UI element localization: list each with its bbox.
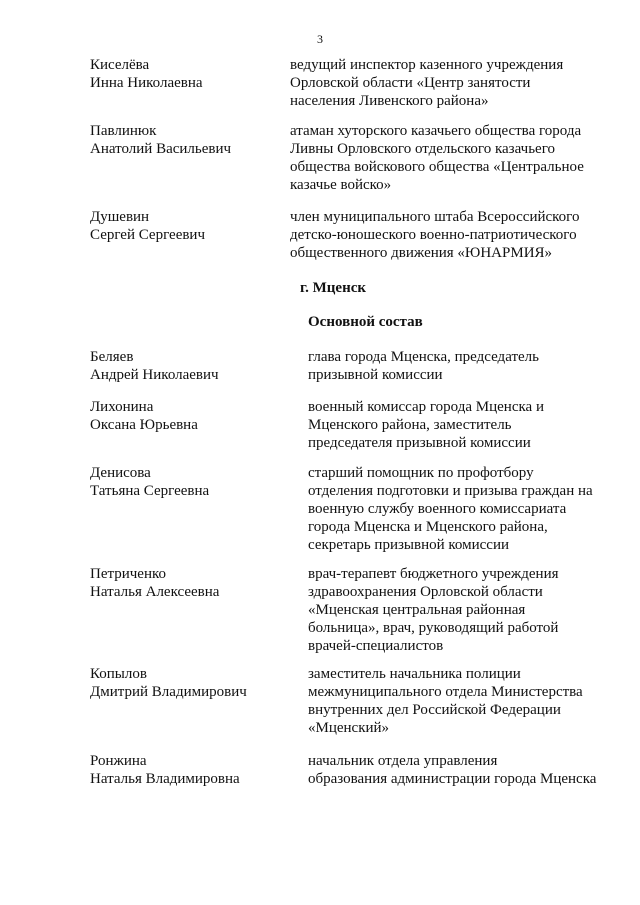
role-line: города Мценска и Мценского района, [308, 519, 548, 535]
role-line: секретарь призывной комиссии [308, 537, 510, 553]
member-role [308, 464, 608, 554]
surname: Лихонина [90, 399, 154, 415]
role-line: член муниципального штаба Всероссийского [290, 209, 580, 225]
surname: Ронжина [90, 753, 147, 769]
role-line: здравоохранения Орловской области [308, 584, 543, 600]
member-name [90, 565, 290, 601]
given-names: Оксана Юрьевна [90, 417, 198, 433]
role-line: образования администрации города Мценска [308, 771, 597, 787]
member-name [90, 665, 290, 701]
role-line: врач-терапевт бюджетного учреждения [308, 566, 559, 582]
member-name [90, 56, 290, 92]
given-names: Андрей Николаевич [90, 367, 219, 383]
role-line: «Мценская центральная районная [308, 602, 526, 618]
role-line: врачей-специалистов [308, 638, 444, 654]
role-line: «Мценский» [308, 720, 390, 736]
member-name [90, 208, 290, 244]
role-line: Мценского района, заместитель [308, 417, 512, 433]
given-names: Анатолий Васильевич [90, 141, 232, 157]
role-line: внутренних дел Российской Федерации [308, 702, 561, 718]
member-name [90, 464, 290, 500]
section-heading: Основной состав [308, 314, 423, 330]
city-heading: г. Мценск [300, 280, 367, 296]
given-names: Инна Николаевна [90, 75, 203, 91]
page-number: 3 [317, 32, 323, 46]
role-line: детско-юношеского военно-патриотического [290, 227, 577, 243]
member-role [290, 208, 610, 262]
surname: Копылов [90, 666, 147, 682]
member-name [90, 348, 290, 384]
member-role [308, 665, 608, 737]
role-line: Ливны Орловского отдельского казачьего [290, 141, 555, 157]
member-role [308, 752, 608, 788]
surname: Денисова [90, 465, 151, 481]
role-line: заместитель начальника полиции [308, 666, 521, 682]
role-line: военный комиссар города Мценска и [308, 399, 544, 415]
role-line: общества войскового общества «Центральное [290, 159, 584, 175]
member-role [308, 348, 608, 384]
surname: Киселёва [90, 57, 150, 73]
surname: Петриченко [90, 566, 167, 582]
member-role [308, 565, 608, 655]
member-role [290, 122, 610, 194]
given-names: Татьяна Сергеевна [90, 483, 210, 499]
role-line: населения Ливенского района» [290, 93, 489, 109]
role-line: казачье войско» [290, 177, 392, 193]
member-name [90, 752, 290, 788]
given-names: Сергей Сергеевич [90, 227, 206, 243]
role-line: больница», врач, руководящий работой [308, 620, 559, 636]
member-role [290, 56, 610, 110]
role-line: призывной комиссии [308, 367, 443, 383]
given-names: Дмитрий Владимирович [90, 684, 247, 700]
member-name [90, 398, 290, 434]
given-names: Наталья Алексеевна [90, 584, 220, 600]
role-line: Орловской области «Центр занятости [290, 75, 531, 91]
role-line: отделения подготовки и призыва граждан на [308, 483, 593, 499]
member-name [90, 122, 290, 158]
given-names: Наталья Владимировна [90, 771, 240, 787]
role-line: начальник отдела управления [308, 753, 498, 769]
role-line: межмуниципального отдела Министерства [308, 684, 583, 700]
role-line: ведущий инспектор казенного учреждения [290, 57, 564, 73]
role-line: атаман хуторского казачьего общества города [290, 123, 582, 139]
member-role [308, 398, 608, 452]
surname: Беляев [90, 349, 134, 365]
role-line: старший помощник по профотбору [308, 465, 534, 481]
role-line: глава города Мценска, председатель [308, 349, 539, 365]
surname: Душевин [90, 209, 150, 225]
role-line: военную службу военного комиссариата [308, 501, 567, 517]
surname: Павлинюк [90, 123, 157, 139]
role-line: председателя призывной комиссии [308, 435, 531, 451]
role-line: общественного движения «ЮНАРМИЯ» [290, 245, 553, 261]
